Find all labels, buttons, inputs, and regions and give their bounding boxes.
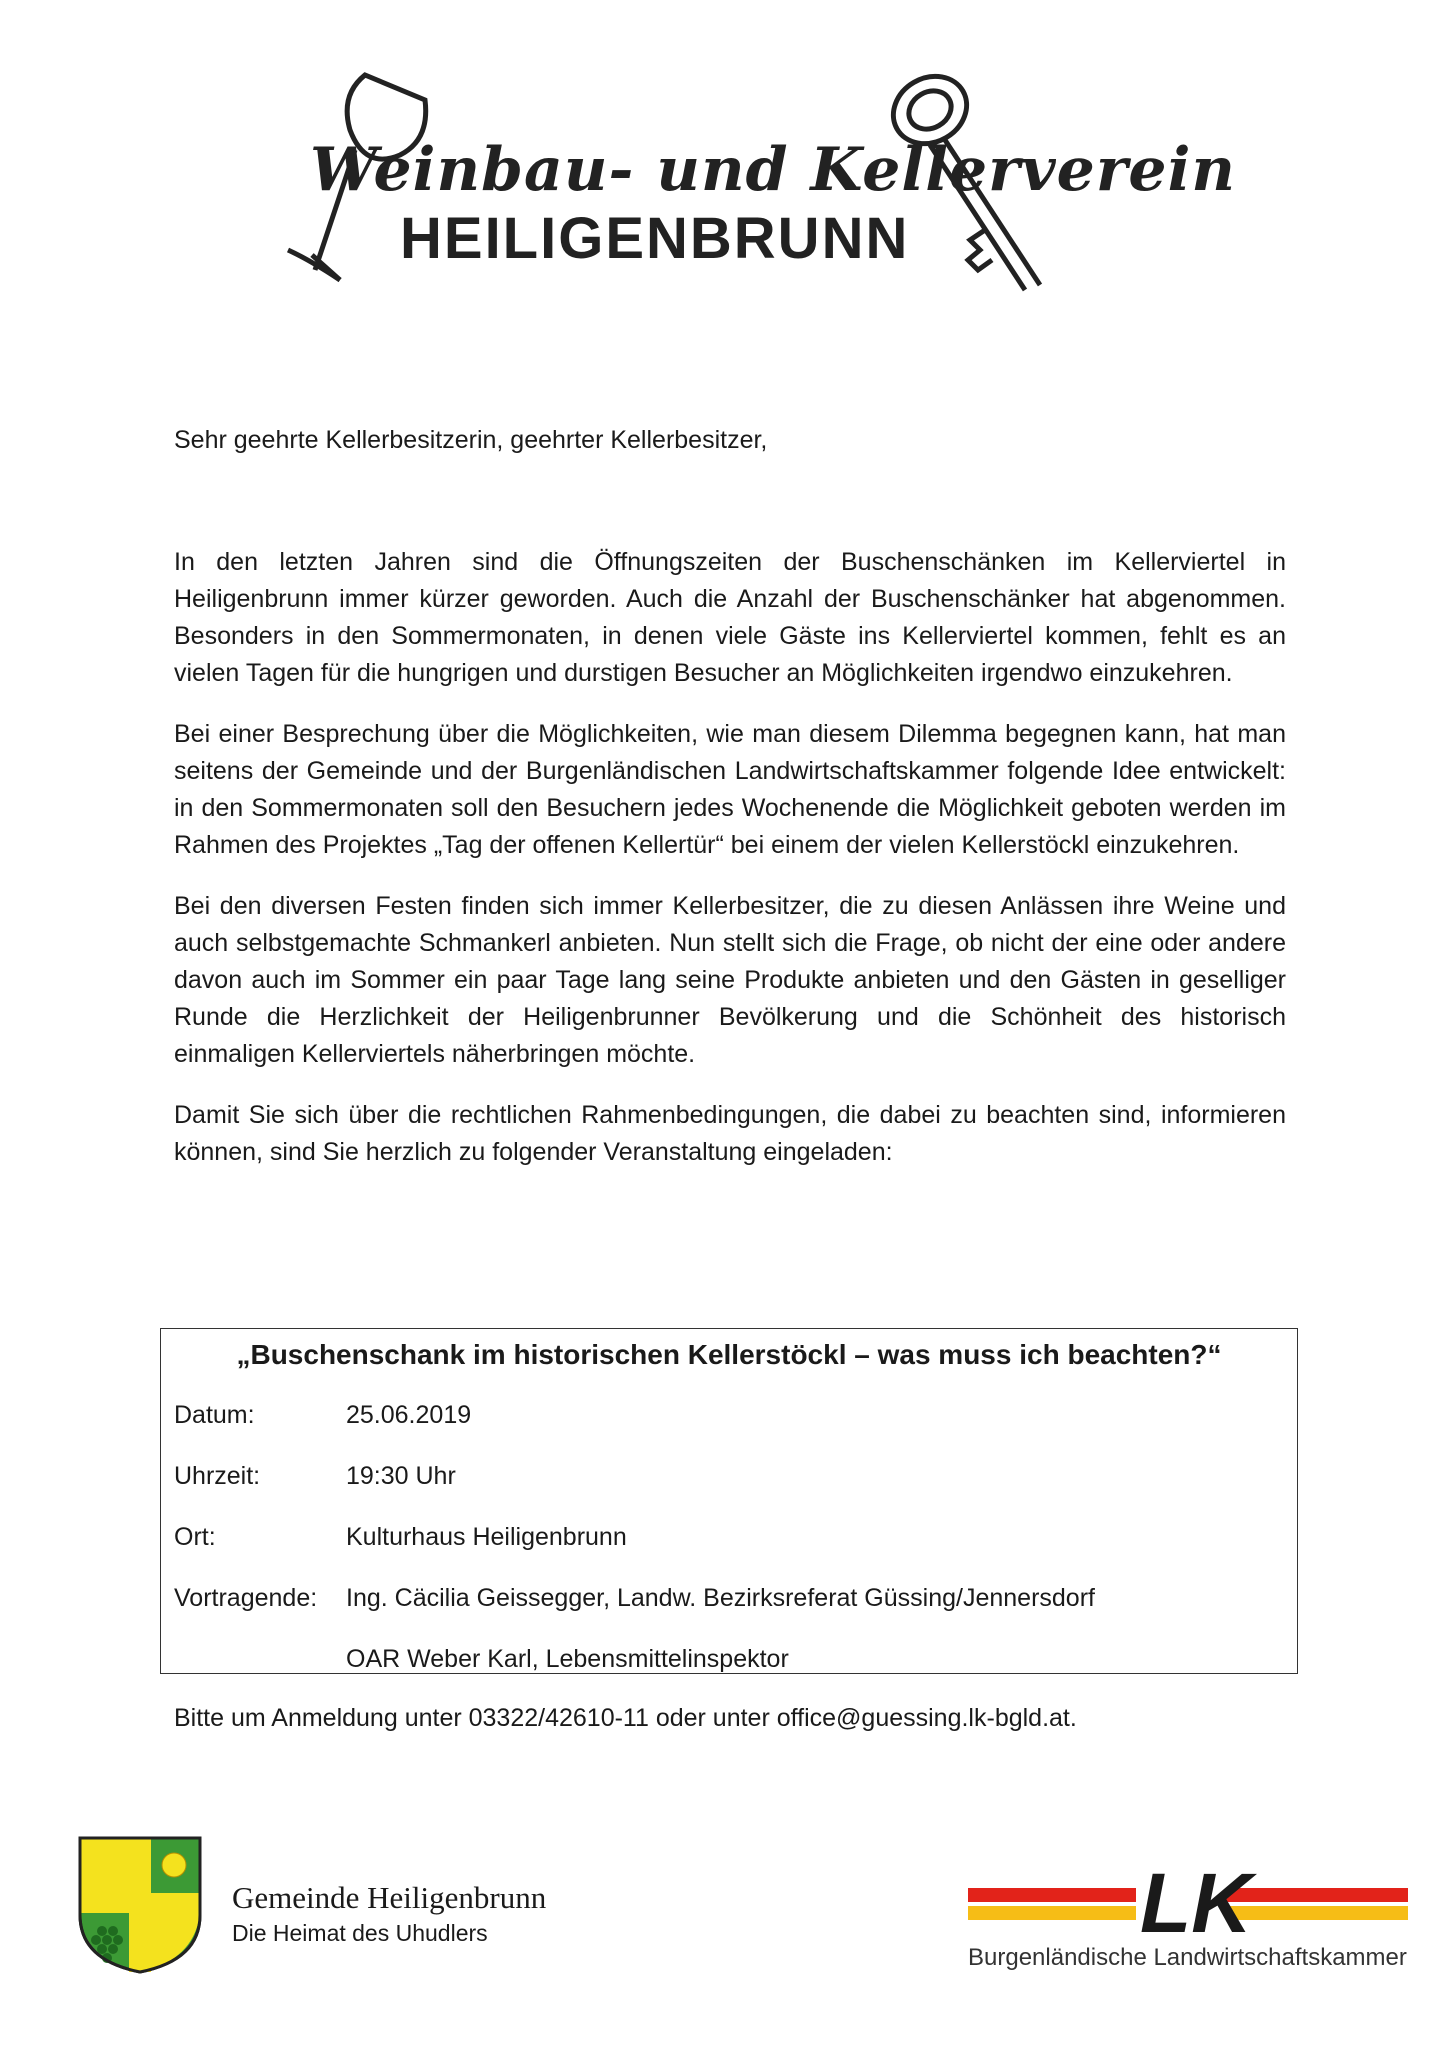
event-time-value: 19:30 Uhr bbox=[346, 1462, 456, 1490]
club-name-main: HEILIGENBRUNN bbox=[400, 206, 910, 271]
paragraph-4: Damit Sie sich über die rechtlichen Rahmenbedingungen, die dabei zu beachten sind, informieren können, sind Sie herzlich zu folgender Veranstaltung eingeladen: bbox=[174, 1101, 1286, 1166]
event-date-label: Datum: bbox=[174, 1401, 255, 1429]
municipality-slogan: Die Heimat des Uhudlers bbox=[232, 1920, 488, 1946]
lk-name: Burgenländische Landwirtschaftskammer bbox=[968, 1944, 1407, 1971]
event-speakers-label: Vortragende: bbox=[174, 1584, 318, 1612]
letter-body bbox=[174, 544, 1286, 1195]
event-speaker-1: Ing. Cäcilia Geissegger, Landw. Bezirksreferat Güssing/Jennersdorf bbox=[346, 1584, 1095, 1612]
club-name-script: Weinbau- und Kellerverein bbox=[310, 135, 1237, 205]
event-speaker-2-row bbox=[174, 1645, 789, 1674]
municipality-name: Gemeinde Heiligenbrunn bbox=[232, 1880, 547, 1915]
event-place-label: Ort: bbox=[174, 1523, 216, 1551]
event-time-row bbox=[174, 1462, 456, 1491]
paragraph-3: Bei den diversen Festen finden sich immer Kellerbesitzer, die zu diesen Anlässen ihre Weine und auch selbstgemachte Schmankerl anbieten. Nun stellt sich die Frage, ob nicht der eine oder andere davon auch im Sommer ein paar Tage lang seine Produkte anbieten und den Gästen in geselliger Runde die Herzlichkeit der Heiligenbrunner Bevölkerung und die Schönheit des historisch einmaligen Kellerviertels näherbringen möchte. bbox=[174, 892, 1286, 1068]
event-time-label: Uhrzeit: bbox=[174, 1462, 261, 1490]
event-place-row bbox=[174, 1523, 627, 1552]
paragraph-2: Bei einer Besprechung über die Möglichkeiten, wie man diesem Dilemma begegnen kann, hat man seitens der Gemeinde und der Burgenländischen Landwirtschaftskammer folgende Idee entwickelt: in den Sommermonaten soll den Besuchern jedes Wochenende die Möglichkeit geboten werden im Rahmen des Projektes „Tag der offenen Kellertür“ bei einem der vielen Kellerstöckl einzukehren. bbox=[174, 720, 1286, 859]
event-title: „Buschenschank im historischen Kellerstöckl – was muss ich beachten?“ bbox=[236, 1339, 1222, 1370]
paragraph-1: In den letzten Jahren sind die Öffnungszeiten der Buschenschänken im Kellerviertel in Heiligenbrunn immer kürzer geworden. Auch die Anzahl der Buschenschänker hat abgenommen. Besonders in den Sommermonaten, in denen viele Gäste ins Kellerviertel kommen, fehlt es an vielen Tagen für die hungrigen und durstigen Besucher an Möglichkeiten irgendwo einzukehren. bbox=[174, 548, 1286, 687]
coat-of-arms-icon bbox=[77, 1835, 203, 1975]
event-box bbox=[160, 1328, 1298, 1674]
event-speakers-row bbox=[174, 1584, 1095, 1613]
event-date-value: 25.06.2019 bbox=[346, 1401, 472, 1429]
lk-mark: LK bbox=[1140, 1860, 1252, 1940]
registration-note: Bitte um Anmeldung unter 03322/42610-11 oder unter office@guessing.lk-bgld.at. bbox=[174, 1704, 1077, 1732]
salutation: Sehr geehrte Kellerbesitzerin, geehrter Kellerbesitzer, bbox=[174, 426, 768, 454]
event-speaker-2: OAR Weber Karl, Lebensmittelinspektor bbox=[346, 1645, 789, 1673]
club-logo bbox=[280, 55, 1237, 295]
lk-logo bbox=[968, 1860, 1408, 1940]
event-date-row bbox=[174, 1401, 471, 1430]
event-place-value: Kulturhaus Heiligenbrunn bbox=[346, 1523, 627, 1551]
